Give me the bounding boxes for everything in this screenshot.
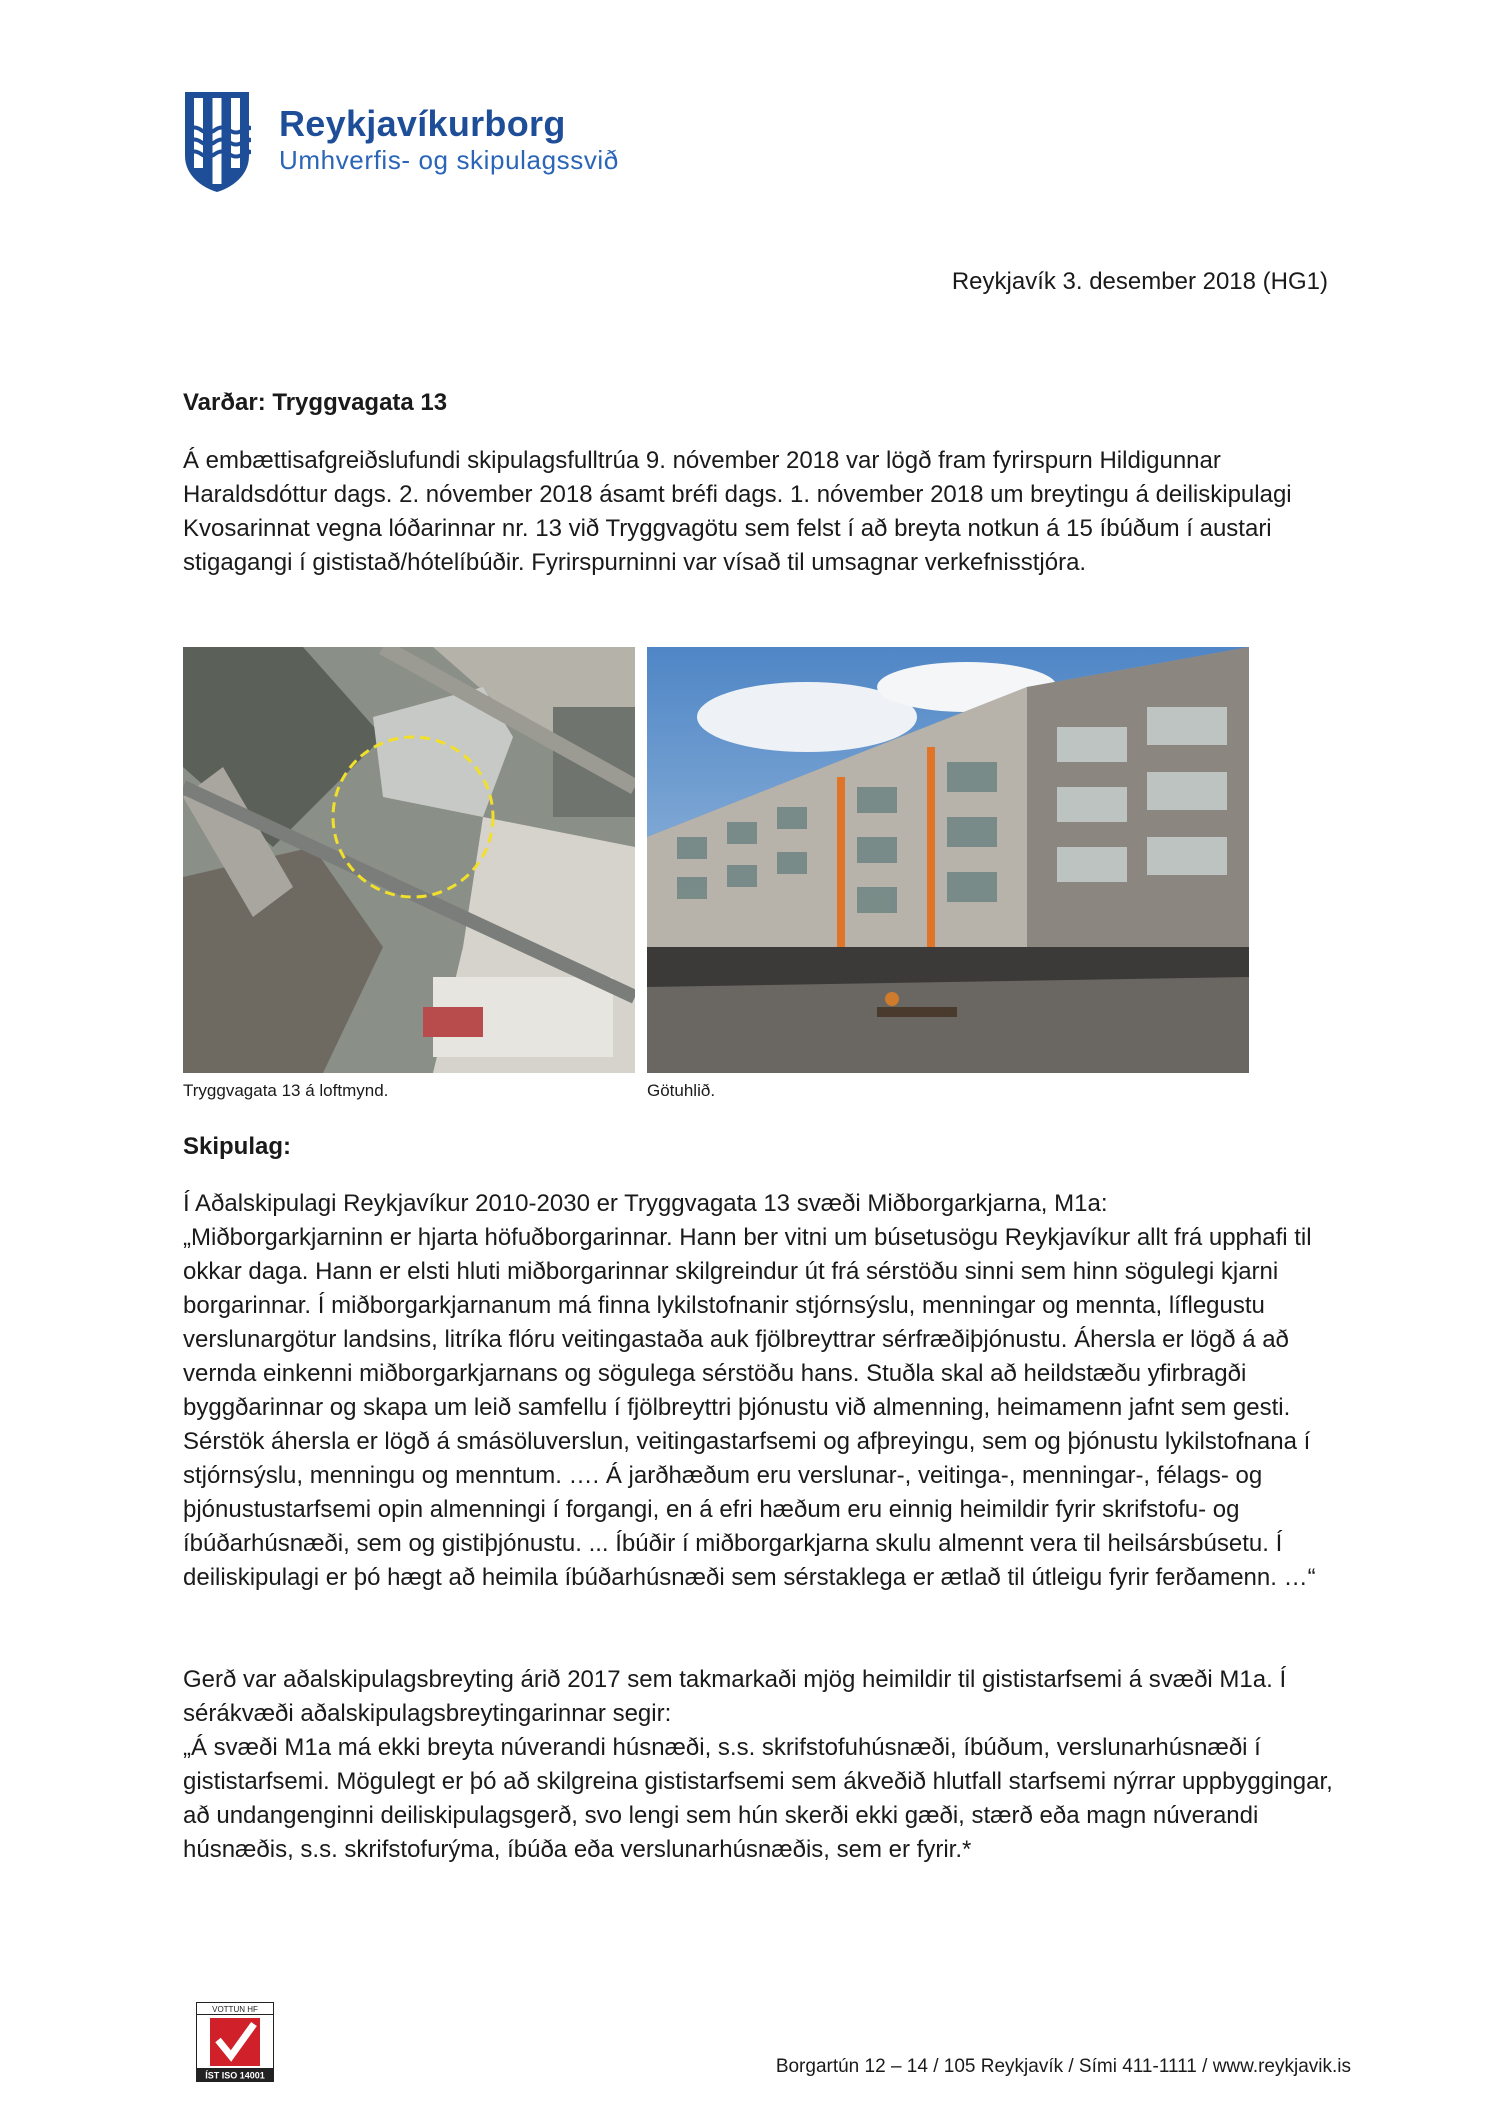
intro-paragraph: Á embættisafgreiðslufundi skipulagsfulltrúa 9. nóvember 2018 var lögð fram fyrirspurn Hildigunnar Haraldsdóttur dags. 2. nóvember 2018 ásamt bréfi dags. 1. nóvember 2018 um breytingu á deiliskipulagi Kvosarinnat vegna lóðarinnar nr. 13 við Tryggvagötu sem felst í að breyta notkun á 15 íbúðum í austari stigagangi í gististað/hótelíbúðir. Fyrirspurninni var vísað til umsagnar verkefnisstjóra. [183,447,1292,576]
street-photo [647,647,1249,1073]
footer-address: Borgartún 12 – 14 / 105 Reykjavík / Sími 411-1111 / www.reykjavik.is [775,2056,1351,2077]
street-figure [647,647,1249,1101]
iso-certification-icon [196,2002,274,2082]
plan-paragraph-line: Í Aðalskipulagi Reykjavíkur 2010-2030 er Tryggvagata 13 svæði Miðborgarkjarna, M1a: [183,1190,1108,1217]
subject-line: Varðar: Tryggvagata 13 [183,389,448,416]
cert-bottom-text: ÍST ISO 14001 [205,2070,265,2081]
org-name: Reykjavíkurborg [279,103,566,144]
amendment-quote: „Á svæði M1a má ekki breyta núverandi húsnæði, s.s. skrifstofuhúsnæði, íbúðum, verslunarhúsnæði í gististarfsemi. Mögulegt er þó að skilgreina gististarfsemi sem ákveðið hlutfall starfsemi nýrrar uppbyggingar, að undangenginni deiliskipulagsgerð, svo lengi sem hún skerði ekki gæði, stærð eða magn núverandi húsnæðis, s.s. skrifstofurýma, íbúða eða verslunarhúsnæðis, sem er fyrir.* [183,1734,1333,1863]
org-logo [183,90,619,194]
plan-paragraph [183,1187,1333,1595]
aerial-caption: Tryggvagata 13 á loftmynd. [183,1081,389,1100]
plan-quote: „Miðborgarkjarninn er hjarta höfuðborgarinnar. Hann ber vitni um búsetusögu Reykjavíkur allt frá upphafi til okkar daga. Hann er elsti hluti miðborgarinnar skilgreindur út frá sérstöðu sinni sem hinn sögulegi kjarni borgarinnar. Í miðborgarkjarnanum má finna lykilstofnanir stjórnsýslu, menningar og mennta, líflegustu verslunargötur landsins, litríka flóru veitingastaða auk fjölbreyttrar sérfræðiþjónustu. Áhersla er lögð á að vernda einkenni miðborgarkjarnans og sögulega sérstöðu hans. Stuðla skal að heildstæðu yfirbragði byggðarinnar og skapa um leið samfellu í fjölbreyttri þjónustu við almenning, heimamenn jafnt sem gesti. Sérstök áhersla er lögð á smásöluverslun, veitingastarfsemi og afþreyingu, sem og þjónustu lykilstofnana í stjórnsýslu, menningu og menntum. …. Á jarðhæðum eru verslunar-, veitinga-, menningar-, félags- og þjónustustarfsemi opin almenningi í forgangi, en á efri hæðum eru einnig heimildir fyrir skrifstofu- og íbúðarhúsnæði, sem og gistiþjónustu. ... Íbúðir í miðborgarkjarna skulu almennt vera til heilsársbúsetu. Í deiliskipulagi er þó hægt að heimila íbúðarhúsnæði sem sérstaklega er ætlað til útleigu fyrir ferðamenn. …“ [183,1224,1316,1591]
department-name: Umhverfis- og skipulagssvið [279,145,619,175]
aerial-photo [183,647,635,1073]
street-caption: Götuhlið. [647,1081,716,1100]
date-line: Reykjavík 3. desember 2018 (HG1) [951,268,1328,295]
reykjavik-shield-icon [183,90,251,194]
cert-top-text: VOTTUN HF [212,2005,258,2014]
amendment-paragraph-line: Gerð var aðalskipulagsbreyting árið 2017 sem takmarkaði mjög heimildir til gististarfsemi á svæði M1a. Í sérákvæði aðalskipulagsbreytingarinnar segir: [183,1666,1287,1727]
aerial-figure [183,647,635,1101]
amendment-paragraph [183,1663,1333,1867]
section-heading: Skipulag: [183,1133,292,1160]
